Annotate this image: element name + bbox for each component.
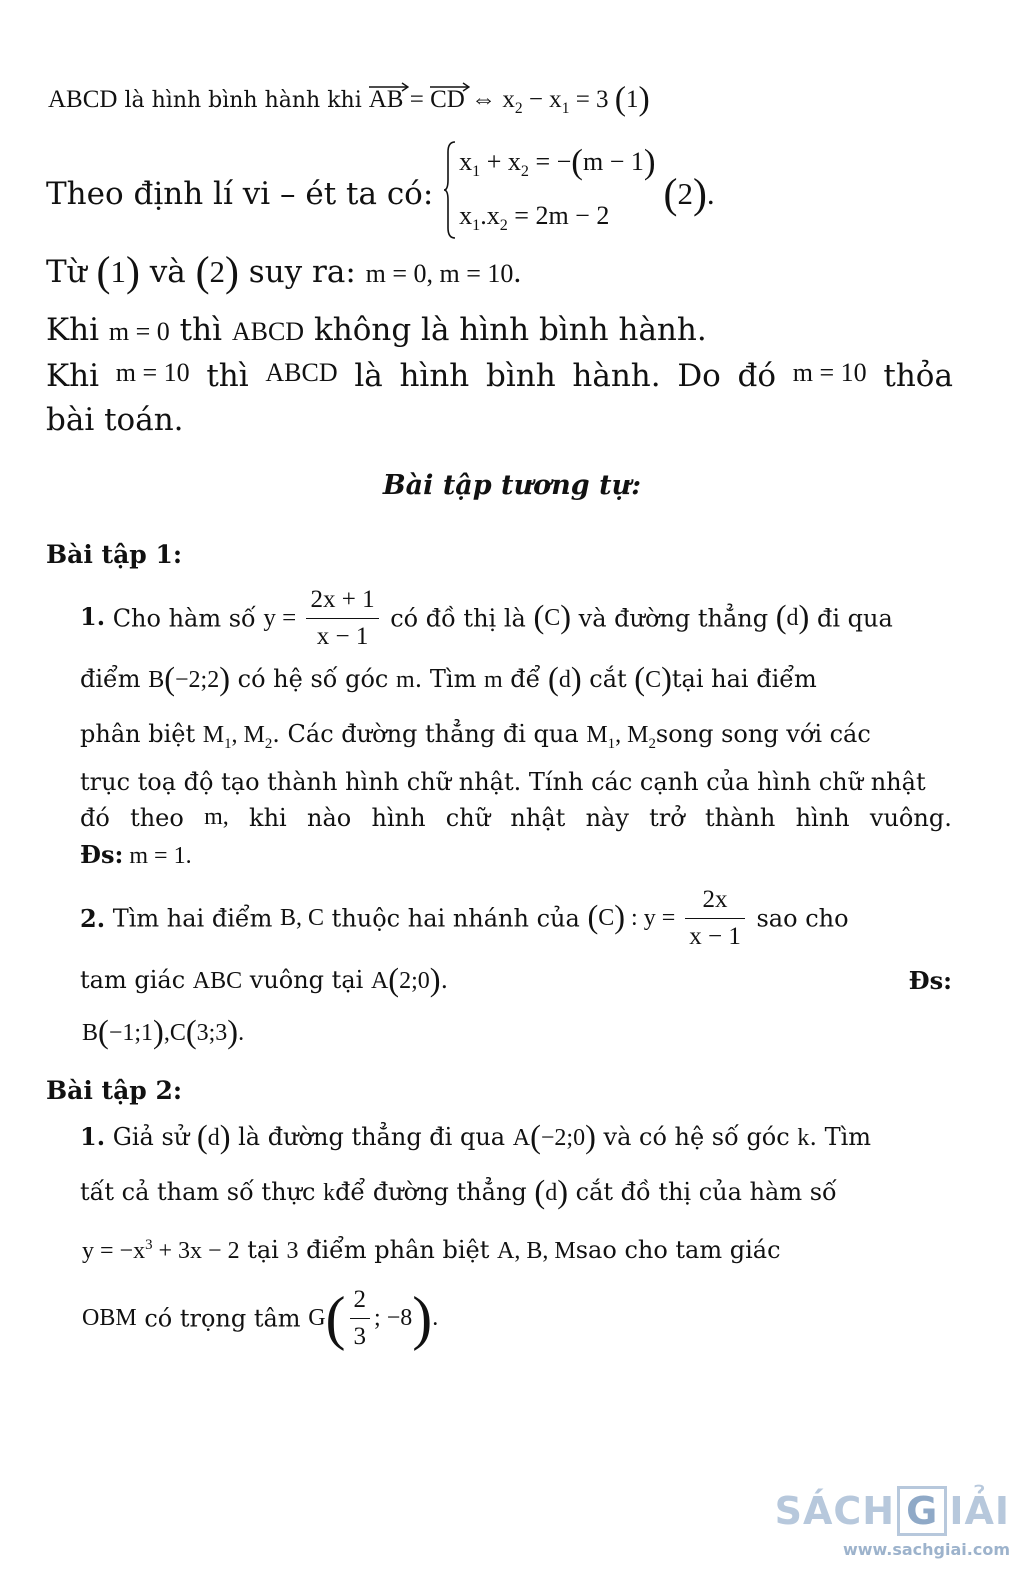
system-row-2: $x_1.x_2 = 2m - 2$ — [459, 201, 610, 235]
line-conclusion-m: Từ (1) và (2) suy ra: m = 0, m = 10. — [46, 249, 522, 296]
part-number: 1. — [80, 602, 106, 631]
equation-system — [443, 140, 655, 248]
text: Theo định lí vi – ét ta có: — [46, 176, 444, 213]
equation-number: 1 — [626, 86, 639, 113]
fraction: $\frac{2x + 1}{x - 1}$ — [306, 586, 378, 651]
vector-label: AB — [368, 86, 404, 113]
line-m0: Khi m = 0 thì ABCD không là hình bình hành. — [46, 312, 707, 348]
vector-label: CD — [430, 86, 465, 113]
part-number: 2. — [80, 904, 106, 933]
text: là hình bình hành khi — [117, 88, 369, 113]
exercise-1-part-1-line-2: điểm B(−2;2) có hệ số góc m. Tìm m để (d) cắt (C)tại hai điểm — [80, 661, 817, 698]
vector-cd — [430, 86, 465, 114]
line-parallelogram-condition: ABCD là hình bình hành khi AB = CD ⇔ $x_2 - x_1 = 3$ (1) — [48, 80, 650, 118]
math: ABCD — [231, 317, 305, 346]
equation-number: 2 — [677, 176, 693, 212]
vector-ab — [369, 86, 404, 114]
logo-url: www.sachgiai.com — [842, 1540, 1010, 1559]
exercise-2-heading: Bài tập 2: — [46, 1076, 183, 1105]
exercise-2-part-1-line-4: OBM có trọng tâm G( $\frac{2}{3}$ ; −8). — [82, 1285, 439, 1351]
exercise-1-part-2-line-1: 2. Tìm hai điểm B, C thuộc hai nhánh của (C) : y = $\frac{2x}{x - 1}$ sao cho — [80, 886, 849, 950]
section-title: Bài tập tương tự: — [382, 470, 642, 501]
text: suy ra: — [238, 254, 366, 290]
exercise-2-part-1-line-1: 1. Giả sử (d) là đường thẳng đi qua A(−2;0) và có hệ số góc k. Tìm — [80, 1119, 872, 1156]
exercise-2-part-1-line-2: tất cả tham số thực kđể đường thẳng (d) cắt đồ thị của hàm số — [80, 1174, 837, 1211]
math: m = 0 — [108, 317, 170, 346]
system-row-1: $x_1 + x_2 = -(m - 1)$ — [459, 141, 656, 181]
text: = — [403, 86, 431, 113]
exercise-1-part-2-answer: B(−1;1),C(3;3). — [82, 1014, 245, 1051]
text: ⇔ x — [464, 86, 515, 113]
fraction: $\frac{2x}{x - 1}$ — [685, 886, 745, 951]
answer-label: Đs: — [908, 966, 952, 995]
math: ABCD — [265, 358, 338, 387]
math: m = 0, m = 10 — [365, 259, 514, 288]
vector-arrow-icon — [430, 82, 470, 92]
subscript: 1 — [561, 100, 570, 117]
text: và — [139, 254, 196, 290]
sachgiai-logo: SÁCH G IẢI www.sachgiai.com — [775, 1486, 1010, 1559]
text: − x — [522, 86, 562, 113]
part-number: 1. — [80, 1122, 106, 1151]
text: = 3 — [569, 86, 615, 113]
line-bai-toan: bài toán. — [46, 402, 184, 438]
text: ABCD — [48, 86, 118, 113]
math: m = 10 — [115, 358, 190, 387]
exercise-1-part-1-line-5: đó theo m, khi nào hình chữ nhật này trở thành hình vuông. — [80, 804, 952, 832]
line-m10: Khi m = 10 thì ABCD là hình bình hành. Do đó m = 10 thỏa — [46, 358, 953, 394]
text: Từ — [46, 254, 97, 290]
exercise-1-part-1-line-3: phân biệt $M_1$, $M_2$. Các đường thẳng đi qua $M_1$, $M_2song$ song với các — [80, 720, 871, 752]
exercise-1-heading: Bài tập 1: — [46, 540, 183, 569]
math: m = 10 — [792, 358, 867, 387]
line-vieta: Theo định lí vi – ét ta có: $x_1 + x_2 = -(m - 1)$ $x_1.x_2 = 2m - 2$ (2). — [46, 140, 715, 248]
brace-icon — [443, 140, 457, 240]
exercise-1-part-2-line-2: tam giác ABC vuông tại A(2;0). Đs: — [80, 962, 952, 999]
exercise-1-part-1-answer: Đs: m = 1. — [80, 840, 192, 869]
fraction: $\frac{2}{3}$ — [350, 1286, 371, 1351]
exercise-2-part-1-line-3: $y = -x^3 + 3x - 2$ tại 3 điểm phân biệt A, B, Msao cho tam giác — [82, 1236, 781, 1264]
exercise-1-part-1-line-1: 1. Cho hàm số y = $\frac{2x + 1}{x - 1}$ có đồ thị là (C) và đường thẳng (d) đi qua — [80, 586, 893, 650]
exercise-1-part-1-line-4: trục toạ độ tạo thành hình chữ nhật. Tính các cạnh của hình chữ nhật — [80, 768, 926, 796]
vector-arrow-icon — [369, 82, 409, 92]
subscript: 2 — [514, 100, 523, 117]
